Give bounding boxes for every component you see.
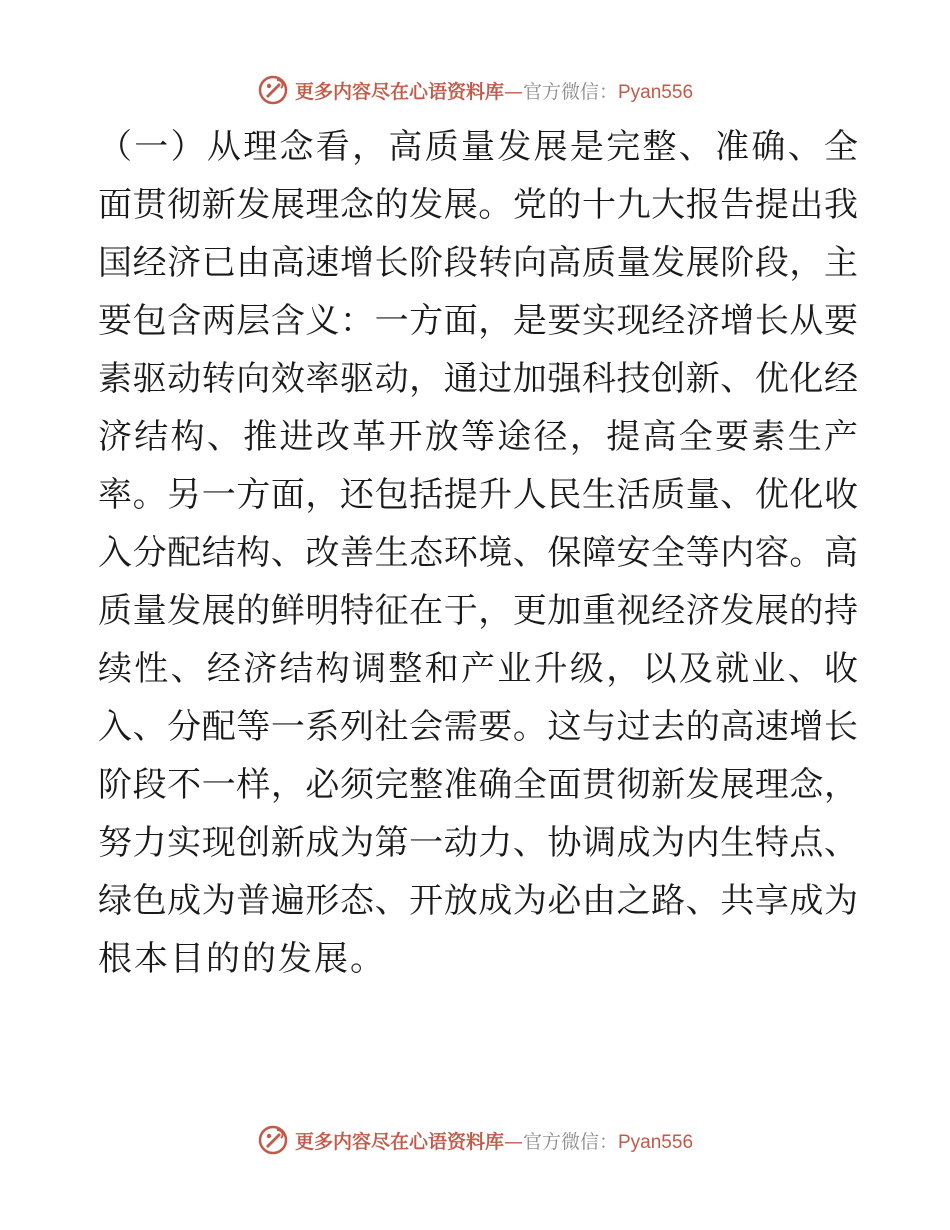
- text-line: （一）从理念看，高质量发展是完整、准确、全: [98, 127, 858, 167]
- watermark-dash: —: [503, 1130, 523, 1153]
- document-paragraph: [98, 118, 858, 988]
- text-line: 国经济已由高速增长阶段转向高质量发展阶段，主: [98, 243, 858, 283]
- text-line-last: 根本目的的发展。: [98, 939, 386, 979]
- watermark-official-label: 官方微信：: [522, 1130, 618, 1153]
- watermark-wechat-id: Pyan556: [618, 81, 694, 103]
- watermark-text: [295, 77, 693, 104]
- feather-pen-logo-icon: [257, 74, 289, 106]
- text-line: 济结构、推进改革开放等途径，提高全要素生产: [98, 417, 858, 457]
- text-line: 质量发展的鲜明特征在于，更加重视经济发展的持: [98, 591, 858, 631]
- text-line: 续性、经济结构调整和产业升级，以及就业、收: [98, 649, 858, 689]
- text-line: 入分配结构、改善生态环境、保障安全等内容。高: [98, 533, 858, 573]
- watermark-text: [295, 1127, 693, 1154]
- feather-pen-logo-icon: [257, 1124, 289, 1156]
- watermark-brand: 更多内容尽在心语资料库: [294, 80, 504, 103]
- watermark-wechat-id: Pyan556: [618, 1131, 694, 1153]
- text-line: 要包含两层含义：一方面，是要实现经济增长从要: [98, 301, 858, 341]
- watermark-brand: 更多内容尽在心语资料库: [294, 1130, 504, 1153]
- header-watermark: [0, 72, 950, 108]
- text-line: 率。另一方面，还包括提升人民生活质量、优化收: [98, 475, 858, 515]
- text-line: 绿色成为普遍形态、开放成为必由之路、共享成为: [98, 881, 858, 921]
- text-line: 素驱动转向效率驱动，通过加强科技创新、优化经: [98, 359, 858, 399]
- watermark-official-label: 官方微信：: [522, 80, 618, 103]
- footer-watermark: [0, 1122, 950, 1158]
- text-line: 努力实现创新成为第一动力、协调成为内生特点、: [98, 823, 858, 863]
- text-line: 阶段不一样，必须完整准确全面贯彻新发展理念，: [98, 765, 858, 805]
- watermark-dash: —: [503, 80, 523, 103]
- text-line: 入、分配等一系列社会需要。这与过去的高速增长: [98, 707, 858, 747]
- text-line: 面贯彻新发展理念的发展。党的十九大报告提出我: [98, 185, 858, 225]
